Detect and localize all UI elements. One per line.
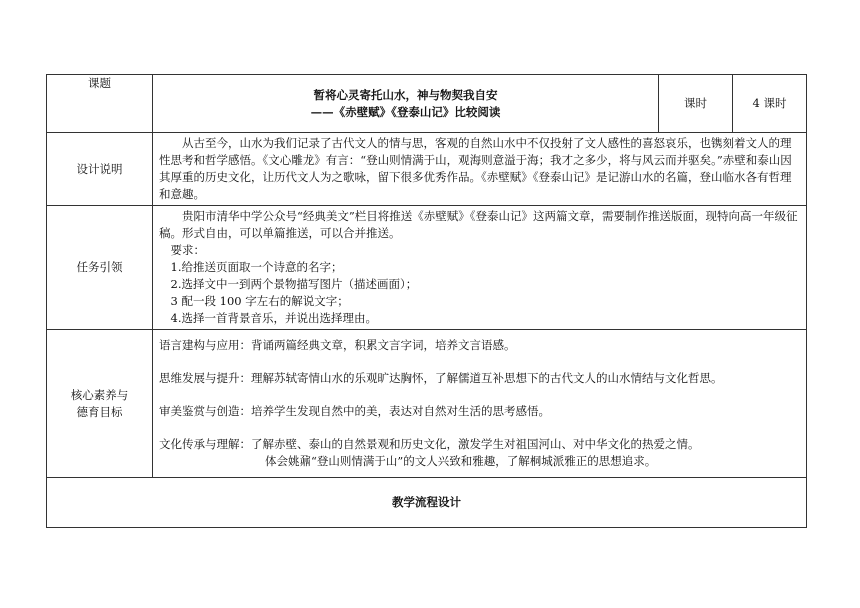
task-item: 4.选择一首背景音乐，并说出选择理由。 xyxy=(170,311,377,325)
goal-thinking: 思维发展与提升：理解苏轼寄情山水的乐观旷达胸怀，了解儒道互补思想下的古代文人的山水情结与文化哲思。 xyxy=(159,371,723,385)
task-intro: 贵阳市清华中学公众号“经典美文”栏目将推送《赤壁赋》《登泰山记》这两篇文章，需要制作推送版面，现特向高一年级征稿。形式自由，可以单篇推送，可以合并推送。 xyxy=(159,209,798,240)
row-topic xyxy=(47,75,807,133)
topic-title xyxy=(153,75,659,133)
task-item: 2.选择文中一到两个景物描写图片（描述画面）； xyxy=(170,277,418,291)
goal-language: 语言建构与应用：背诵两篇经典文章，积累文言字词，培养文言语感。 xyxy=(159,338,516,352)
lesson-plan-table xyxy=(46,74,807,528)
design-notes-text: 从古至今，山水为我们记录了古代文人的情与思，客观的自然山水中不仅投射了文人感性的喜怒哀乐，也镌刻着文人的理性思考和哲学感悟。《文心雕龙》有言：“登山则情满于山，观海则意溢于海；我才之多少，将与风云而并驱矣。”赤壁和泰山因其厚重的历史文化，让历代文人为之歌咏，留下很多优秀作品。《赤壁赋》《登泰山记》是记游山水的名篇，登山临水各有哲理和意趣。 xyxy=(159,136,792,201)
core-goals-label-line1: 核心素养与 xyxy=(70,387,129,402)
topic-label: 课题 xyxy=(47,75,153,133)
task-item: 1.给推送页面取一个诗意的名字； xyxy=(170,260,343,274)
goal-culture-cont: 体会姚鼐“登山则情满于山”的文人兴致和雅趣，了解桐城派雅正的思想追求。 xyxy=(265,454,657,468)
row-task xyxy=(47,206,807,330)
task-cell xyxy=(153,206,807,330)
goal-culture: 文化传承与理解：了解赤壁、泰山的自然景观和历史文化，激发学生对祖国河山、对中华文化的热爱之情。 xyxy=(159,437,700,451)
topic-title-line1: 暂将心灵寄托山水，神与物契我自安 xyxy=(313,87,498,102)
row-design-notes xyxy=(47,133,807,206)
core-goals-label xyxy=(47,330,153,478)
hours-label: 课时 xyxy=(659,75,733,133)
core-goals-cell xyxy=(153,330,807,478)
design-notes-cell xyxy=(153,133,807,206)
topic-title-line2: ——《赤壁赋》《登泰山记》比较阅读 xyxy=(310,104,501,119)
goal-aesthetic: 审美鉴赏与创造：培养学生发现自然中的美，表达对自然对生活的思考感悟。 xyxy=(159,404,550,418)
task-item: 3 配一段 100 字左右的解说文字； xyxy=(170,294,349,308)
task-label: 任务引领 xyxy=(47,206,153,330)
core-goals-label-line2: 德育目标 xyxy=(76,404,123,419)
row-flow xyxy=(47,478,807,528)
design-notes-label: 设计说明 xyxy=(47,133,153,206)
task-requirements-label: 要求： xyxy=(170,243,205,257)
teaching-flow-title: 教学流程设计 xyxy=(47,478,807,528)
hours-value: 4 课时 xyxy=(733,75,807,133)
row-core-goals xyxy=(47,330,807,478)
